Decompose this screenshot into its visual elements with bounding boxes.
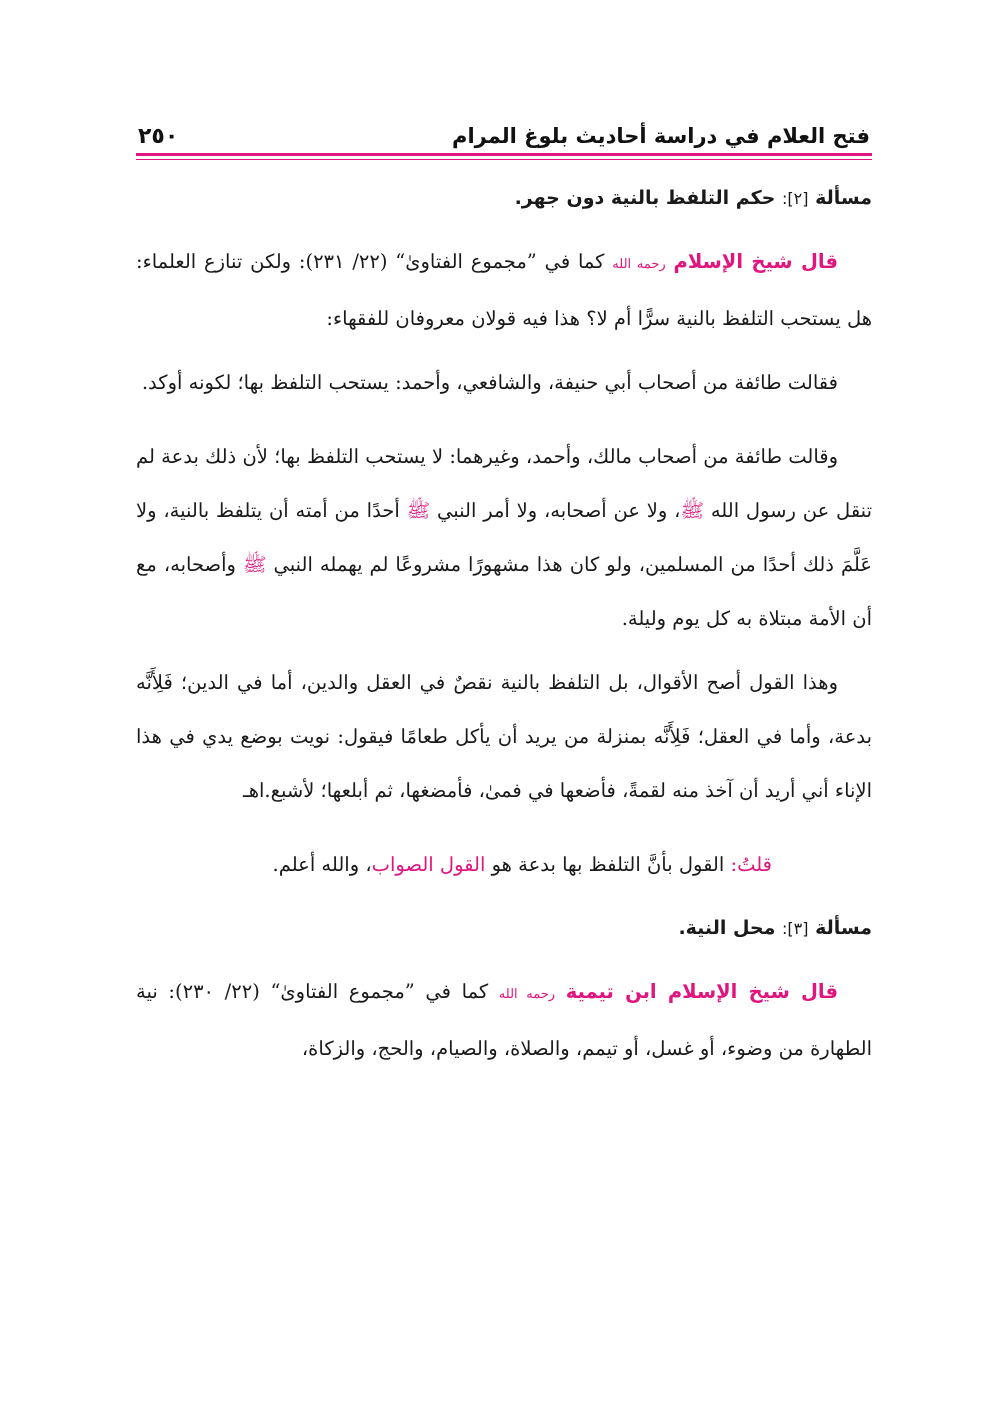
salutation-mark: ﷺ [242,553,267,576]
issue-heading-3 [136,902,872,955]
qult-label: قلتُ: [730,853,772,876]
paragraph-quote-2 [136,965,872,1076]
paragraph-text-part: ، والله أعلم. [272,853,372,876]
paragraph-text-part: ، ولا عن أصحابه، ولا أمر النبي [437,499,681,522]
issue-heading-2 [136,172,872,225]
book-title: فتح العلام في دراسة أحاديث بلوغ المرام [452,124,870,148]
paragraph-text: فقالت طائفة من أصحاب أبي حنيفة، والشافعي، وأحمد: يستحب التلفظ بها؛ لكونه أوكد. [141,371,838,394]
page-number: ٢٥٠ [138,124,179,149]
speaker-name: قال شيخ الإسلام ابن تيمية [565,980,839,1003]
salutation-mark: ﷺ [406,499,431,522]
paragraph-text-part: أحدًا من أمته أن يتلفظ بالنية، ولا عَلَّمَ ذلك أحدًا من المسلمين، ولو كان هذا مشهورًا مشروعًا لم يهمله النبي [136,499,873,576]
paragraph-text-part: وأصحابه، مع أن الأمة مبتلاة به كل يوم وليلة. [136,553,872,630]
salutation-mark: ﷺ [680,499,705,522]
issue-number: [٢]: [782,189,809,208]
honorific: رحمه الله [612,257,666,272]
running-header [136,118,872,158]
paragraph-text: وهذا القول أصح الأقوال، بل التلفظ بالنية نقصٌ في العقل والدين، أما في الدين؛ فَلِأَنَّه بدعة، وأما في العقل؛ فَلِأَنَّه بمنزلة من يريد أن يأكل طعامًا فيقول: نويت بوضع يدي في هذا الإناء أني أريد أن آخذ منه لقمةً، فأضعها في فمىٰ، فأمضغها، ثم أبلعها؛ لأشبع.اهـ [136,671,872,802]
paragraph-quote-1 [136,235,872,346]
honorific: رحمه الله [498,987,556,1002]
issue-title: محل النية. [678,917,776,939]
issue-number: [٣]: [782,919,809,938]
paragraph-text-part: القول بأنَّ التلفظ بها بدعة هو [491,853,725,876]
header-rule-thin [136,159,872,160]
paragraph-opinion-1 [136,356,872,410]
issue-label: مسألة [815,187,872,209]
paragraph-text: كما في ”مجموع الفتاوىٰ“ (٢٢/ ٢٣٠): نية الطهارة من وضوء، أو غسل، أو تيمم، والصلاة، والصيام، والحج، والزكاة، [136,980,872,1060]
paragraph-opinion-3 [136,656,872,818]
header-rule-thick [136,153,872,156]
paragraph-text: كما في ”مجموع الفتاوىٰ“ (٢٢/ ٢٣١): ولكن تنازع العلماء: هل يستحب التلفظ بالنية سرًّا أم لا؟ هذا فيه قولان معروفان للفقهاء: [136,250,872,330]
issue-label: مسألة [815,917,872,939]
page-body [136,172,872,1076]
paragraph-opinion-2 [136,430,872,646]
paragraph-text-part: وقالت طائفة من أصحاب مالك، وأحمد، وغيرهما: لا يستحب التلفظ بها؛ لأن ذلك بدعة لم تنقل عن رسول الله [136,445,872,522]
speaker-name: قال شيخ الإسلام [673,250,839,273]
paragraph-author-comment [136,838,872,892]
issue-title: حكم التلفظ بالنية دون جهر. [514,187,776,209]
correct-opinion: القول الصواب [371,853,486,876]
